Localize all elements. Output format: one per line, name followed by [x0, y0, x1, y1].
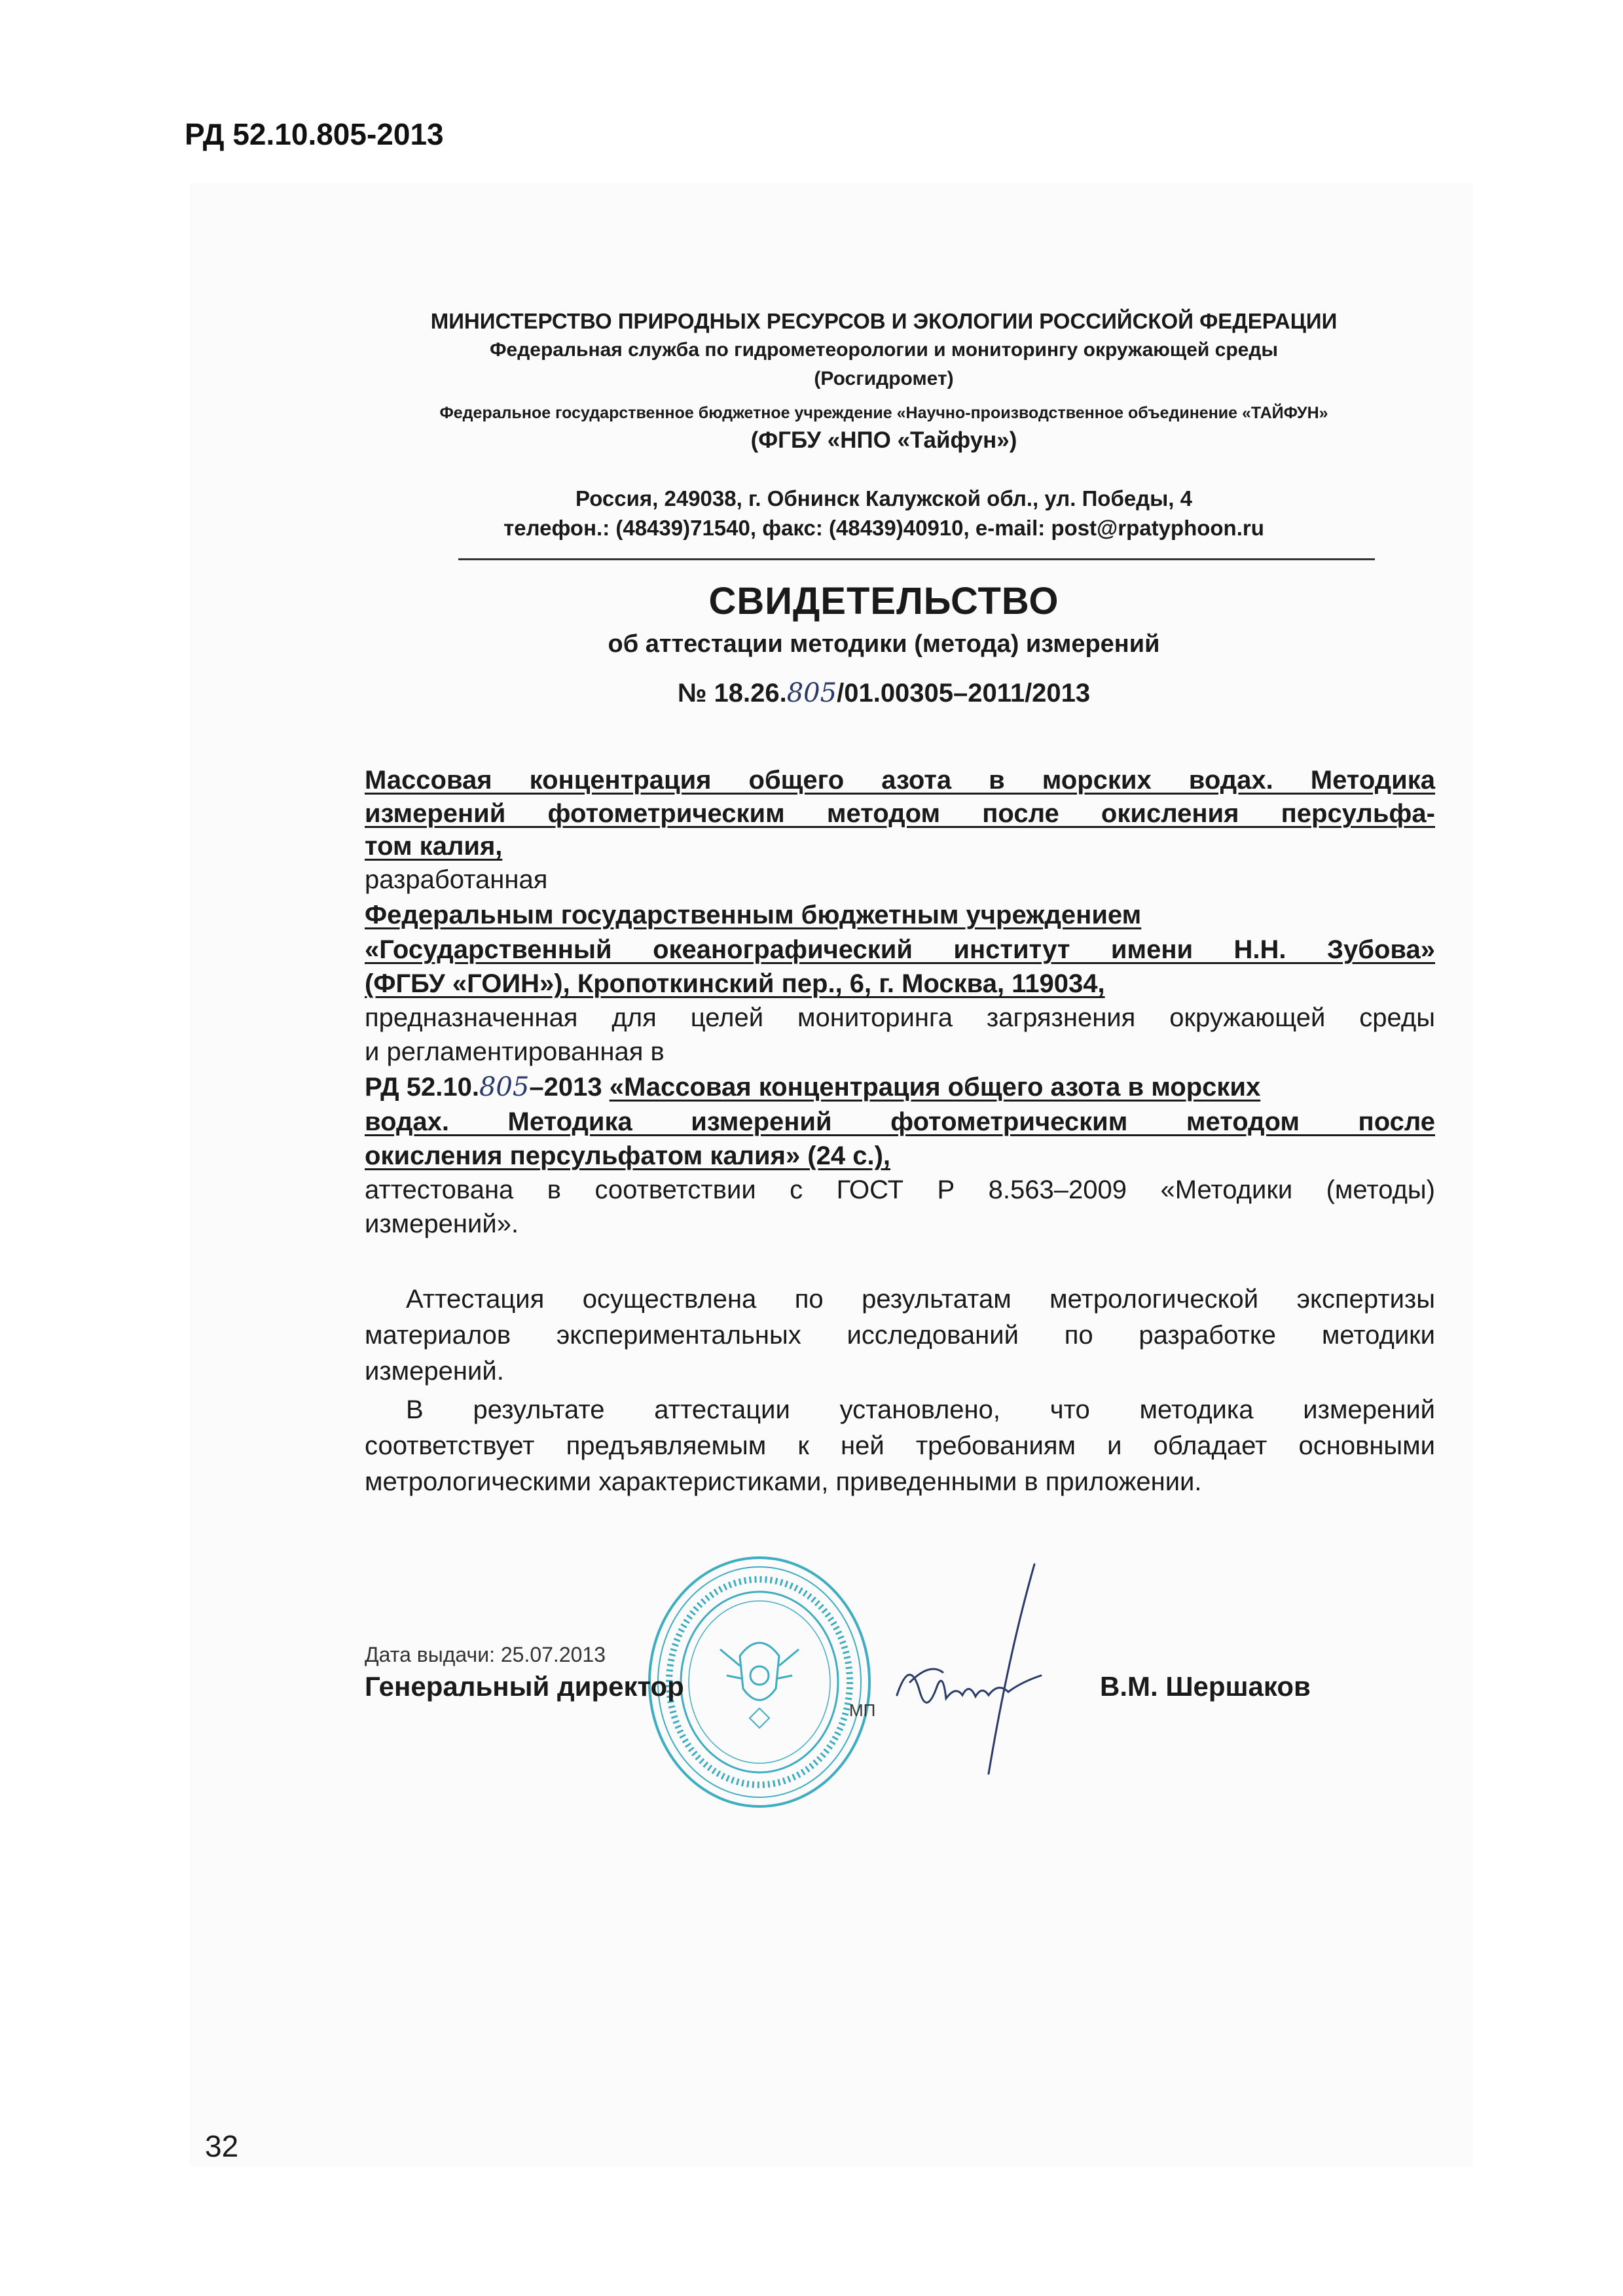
para1-line-3: измерений. — [365, 1357, 504, 1386]
attested-line-1: аттестована в соответствии с ГОСТ Р 8.563–2009 «Методики (методы) — [365, 1175, 1435, 1204]
signatory-name: В.М. Шершаков — [1100, 1671, 1311, 1702]
institution-short: (ФГБУ «НПО «Тайфун») — [750, 427, 1017, 453]
address-line: Россия, 249038, г. Обнинск Калужской обл., ул. Победы, 4 — [575, 486, 1192, 511]
issue-date: Дата выдачи: 25.07.2013 — [365, 1643, 606, 1666]
developed-label: разработанная — [365, 865, 548, 894]
certificate-title: СВИДЕТЕЛЬСТВО — [708, 580, 1059, 622]
certificate-number — [360, 678, 1408, 708]
org-line-3: (ФГБУ «ГОИН»), Кропоткинский пер., 6, г. Москва, 119034, — [365, 969, 1105, 998]
number-handwritten: 805 — [786, 678, 837, 708]
para2-line-3: метрологическими характеристиками, приведенными в приложении. — [365, 1467, 1202, 1496]
rd-line-3: окисления персульфатом калия» (24 с.), — [365, 1141, 891, 1170]
para2-line-1: В результате аттестации установлено, что методика измерений — [406, 1395, 1435, 1424]
service-line: Федеральная служба по гидрометеорологии и мониторингу окружающей среды — [489, 339, 1279, 361]
institution-line: Федеральное государственное бюджетное учреждение «Научно-производственное объединение «ТАЙФУН» — [439, 404, 1328, 422]
rd-title-1: «Массовая концентрация общего азота в морских — [609, 1073, 1261, 1102]
org-line-1: Федеральным государственным бюджетным учреждением — [365, 901, 1142, 929]
para1-line-1: Аттестация осуществлена по результатам метрологической экспертизы — [406, 1285, 1435, 1314]
number-suffix: /01.00305–2011/2013 — [837, 679, 1091, 708]
method-line-2: измерений фотометрическим методом после окисления персульфа- — [365, 799, 1435, 828]
purpose-line-1: предназначенная для целей мониторинга загрязнения окружающей среды — [365, 1003, 1435, 1032]
contacts-line: телефон.: (48439)71540, факс: (48439)40910, e-mail: post@rpatyphoon.ru — [503, 516, 1264, 540]
document-code: РД 52.10.805-2013 — [185, 117, 444, 151]
rd-line-1 — [365, 1071, 1435, 1103]
para1-line-2: материалов экспериментальных исследований по разработке методики — [365, 1321, 1435, 1350]
number-prefix: № 18.26. — [677, 679, 787, 708]
para2-line-2: соответствует предъявляемым к ней требованиям и обладает основными — [365, 1431, 1435, 1460]
purpose-line-2: и регламентированная в — [365, 1037, 665, 1066]
rd-prefix: РД 52.10. — [365, 1073, 479, 1102]
letterhead-divider — [458, 558, 1375, 560]
method-line-1: Массовая концентрация общего азота в морских водах. Методика — [365, 766, 1435, 795]
seal-place-mark: МП — [849, 1700, 876, 1720]
rd-handwritten: 805 — [479, 1072, 530, 1102]
method-line-3: том калия, — [365, 832, 503, 861]
page-number: 32 — [205, 2129, 239, 2163]
certificate-subtitle: об аттестации методики (метода) измерений — [608, 630, 1160, 658]
rd-line-2: водах. Методика измерений фотометрическим методом после — [365, 1107, 1435, 1136]
org-line-2: «Государственный океанографический институт имени Н.Н. Зубова» — [365, 935, 1435, 964]
director-signature — [884, 1558, 1080, 1787]
ministry-line: МИНИСТЕРСТВО ПРИРОДНЫХ РЕСУРСОВ И ЭКОЛОГИИ РОССИЙСКОЙ ФЕДЕРАЦИИ — [430, 309, 1338, 333]
attested-line-2: измерений». — [365, 1210, 519, 1238]
rd-suffix: –2013 — [529, 1073, 602, 1102]
signatory-role: Генеральный директор — [365, 1671, 684, 1702]
service-short: (Росгидромет) — [814, 368, 954, 389]
